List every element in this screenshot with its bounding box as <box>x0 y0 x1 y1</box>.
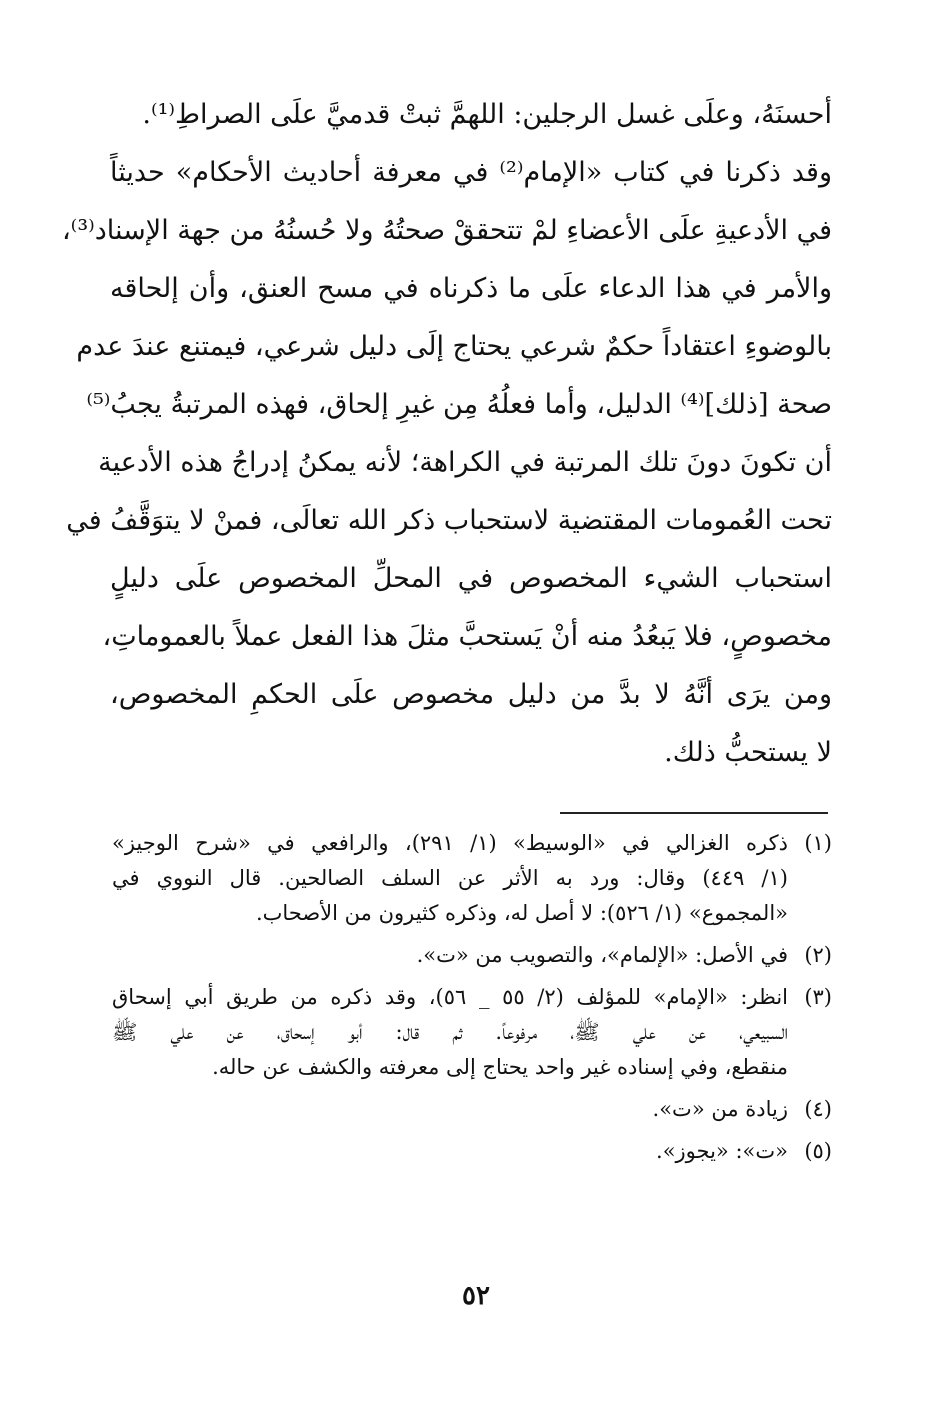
footnote-number: (٥) <box>804 1139 832 1163</box>
footnotes <box>112 826 832 1176</box>
main-text <box>61 86 833 782</box>
footnote-line: ذكره الغزالي في «الوسيط» (١/ ٢٩١)، والرافعي في «شرح الوجيز» <box>112 831 788 855</box>
footnote-line: «ت»: «يجوز». <box>656 1139 788 1163</box>
footnote-2 <box>112 938 832 973</box>
footnote-text <box>112 826 788 931</box>
footnote-number: (٤) <box>804 1097 832 1121</box>
footnote-line: زيادة من «ت». <box>652 1097 788 1121</box>
text-line: أن تكونَ دونَ تلك المرتبة في الكراهة؛ لأنه يمكنُ إدراجُ هذه الأدعية <box>98 447 832 478</box>
text-line: والأمر في هذا الدعاء علَى ما ذكرناه في مسح العنق، وأن إلحاقه <box>110 273 832 304</box>
footnote-line: «المجموع» (١/ ٥٢٦): لا أصل له، وذكره كثيرون من الأصحاب. <box>255 901 788 925</box>
text-line: بالوضوءِ اعتقاداً حكمٌ شرعي يحتاج إلَى دليل شرعي، فيمتنع عندَ عدم <box>76 331 832 362</box>
footnote-line: في الأصل: «الإلمام»، والتصويب من «ت». <box>416 943 788 967</box>
footnote-line: السبيعي، عن علي ﷺ، مرفوعاً. ثم قال: أبو إسحاق، عن علي ﷺ <box>112 1020 788 1044</box>
footnote-text <box>112 938 788 973</box>
footnote-separator <box>560 812 828 814</box>
footnote-5 <box>112 1134 832 1169</box>
footnote-number: (٣) <box>804 985 832 1009</box>
text-line: أحسنَهُ، وعلَى غسل الرجلين: اللهمَّ ثبتْ قدميَّ علَى الصراطِ⁽¹⁾. <box>142 99 832 130</box>
text-line: ومن يرَى أنَّهُ لا بدَّ من دليل مخصوص علَى الحكمِ المخصوص، <box>110 679 832 710</box>
footnote-number: (١) <box>804 831 832 855</box>
footnote-1 <box>112 826 832 931</box>
footnote-3 <box>112 980 832 1085</box>
footnote-text <box>112 1092 788 1127</box>
footnote-number: (٢) <box>804 943 832 967</box>
text-line: تحت العُمومات المقتضية لاستحباب ذكر الله تعالَى، فمنْ لا يتوَقَّفُ في <box>66 505 832 536</box>
footnote-text <box>112 1134 788 1169</box>
text-line: مخصوصٍ، فلا يَبعُدُ منه أنْ يَستحبَّ مثلَ هذا الفعل عملاً بالعموماتِ، <box>102 621 832 652</box>
text-line: وقد ذكرنا في كتاب «الإمام⁽²⁾ في معرفة أحاديث الأحكام» حديثاً <box>110 157 833 188</box>
text-line: لا يستحبُّ ذلك. <box>664 737 832 768</box>
footnote-4 <box>112 1092 832 1127</box>
footnote-line: (١/ ٤٤٩) وقال: ورد به الأثر عن السلف الصالحين. قال النووي في <box>112 866 788 890</box>
footnote-line: انظر: «الإمام» للمؤلف (٢/ ٥٥ _ ٥٦)، وقد ذكره من طريق أبي إسحاق <box>112 985 788 1009</box>
page-number: ٥٢ <box>462 1281 490 1311</box>
footnote-text <box>112 980 788 1085</box>
footnote-line: منقطع، وفي إسناده غير واحد يحتاج إلى معرفته والكشف عن حاله. <box>212 1055 788 1079</box>
text-line: في الأدعيةِ علَى الأعضاءِ لمْ تتحققْ صحتُهُ ولا حُسنُهُ من جهة الإسناد⁽³⁾، <box>61 215 832 246</box>
text-line: استحباب الشيء المخصوص في المحلِّ المخصوص علَى دليلٍ <box>110 563 832 594</box>
text-line: صحة [ذلك]⁽⁴⁾ الدليل، وأما فعلُهُ مِن غيرِ إلحاق، فهذه المرتبةُ يجبُ⁽⁵⁾ <box>86 389 832 420</box>
